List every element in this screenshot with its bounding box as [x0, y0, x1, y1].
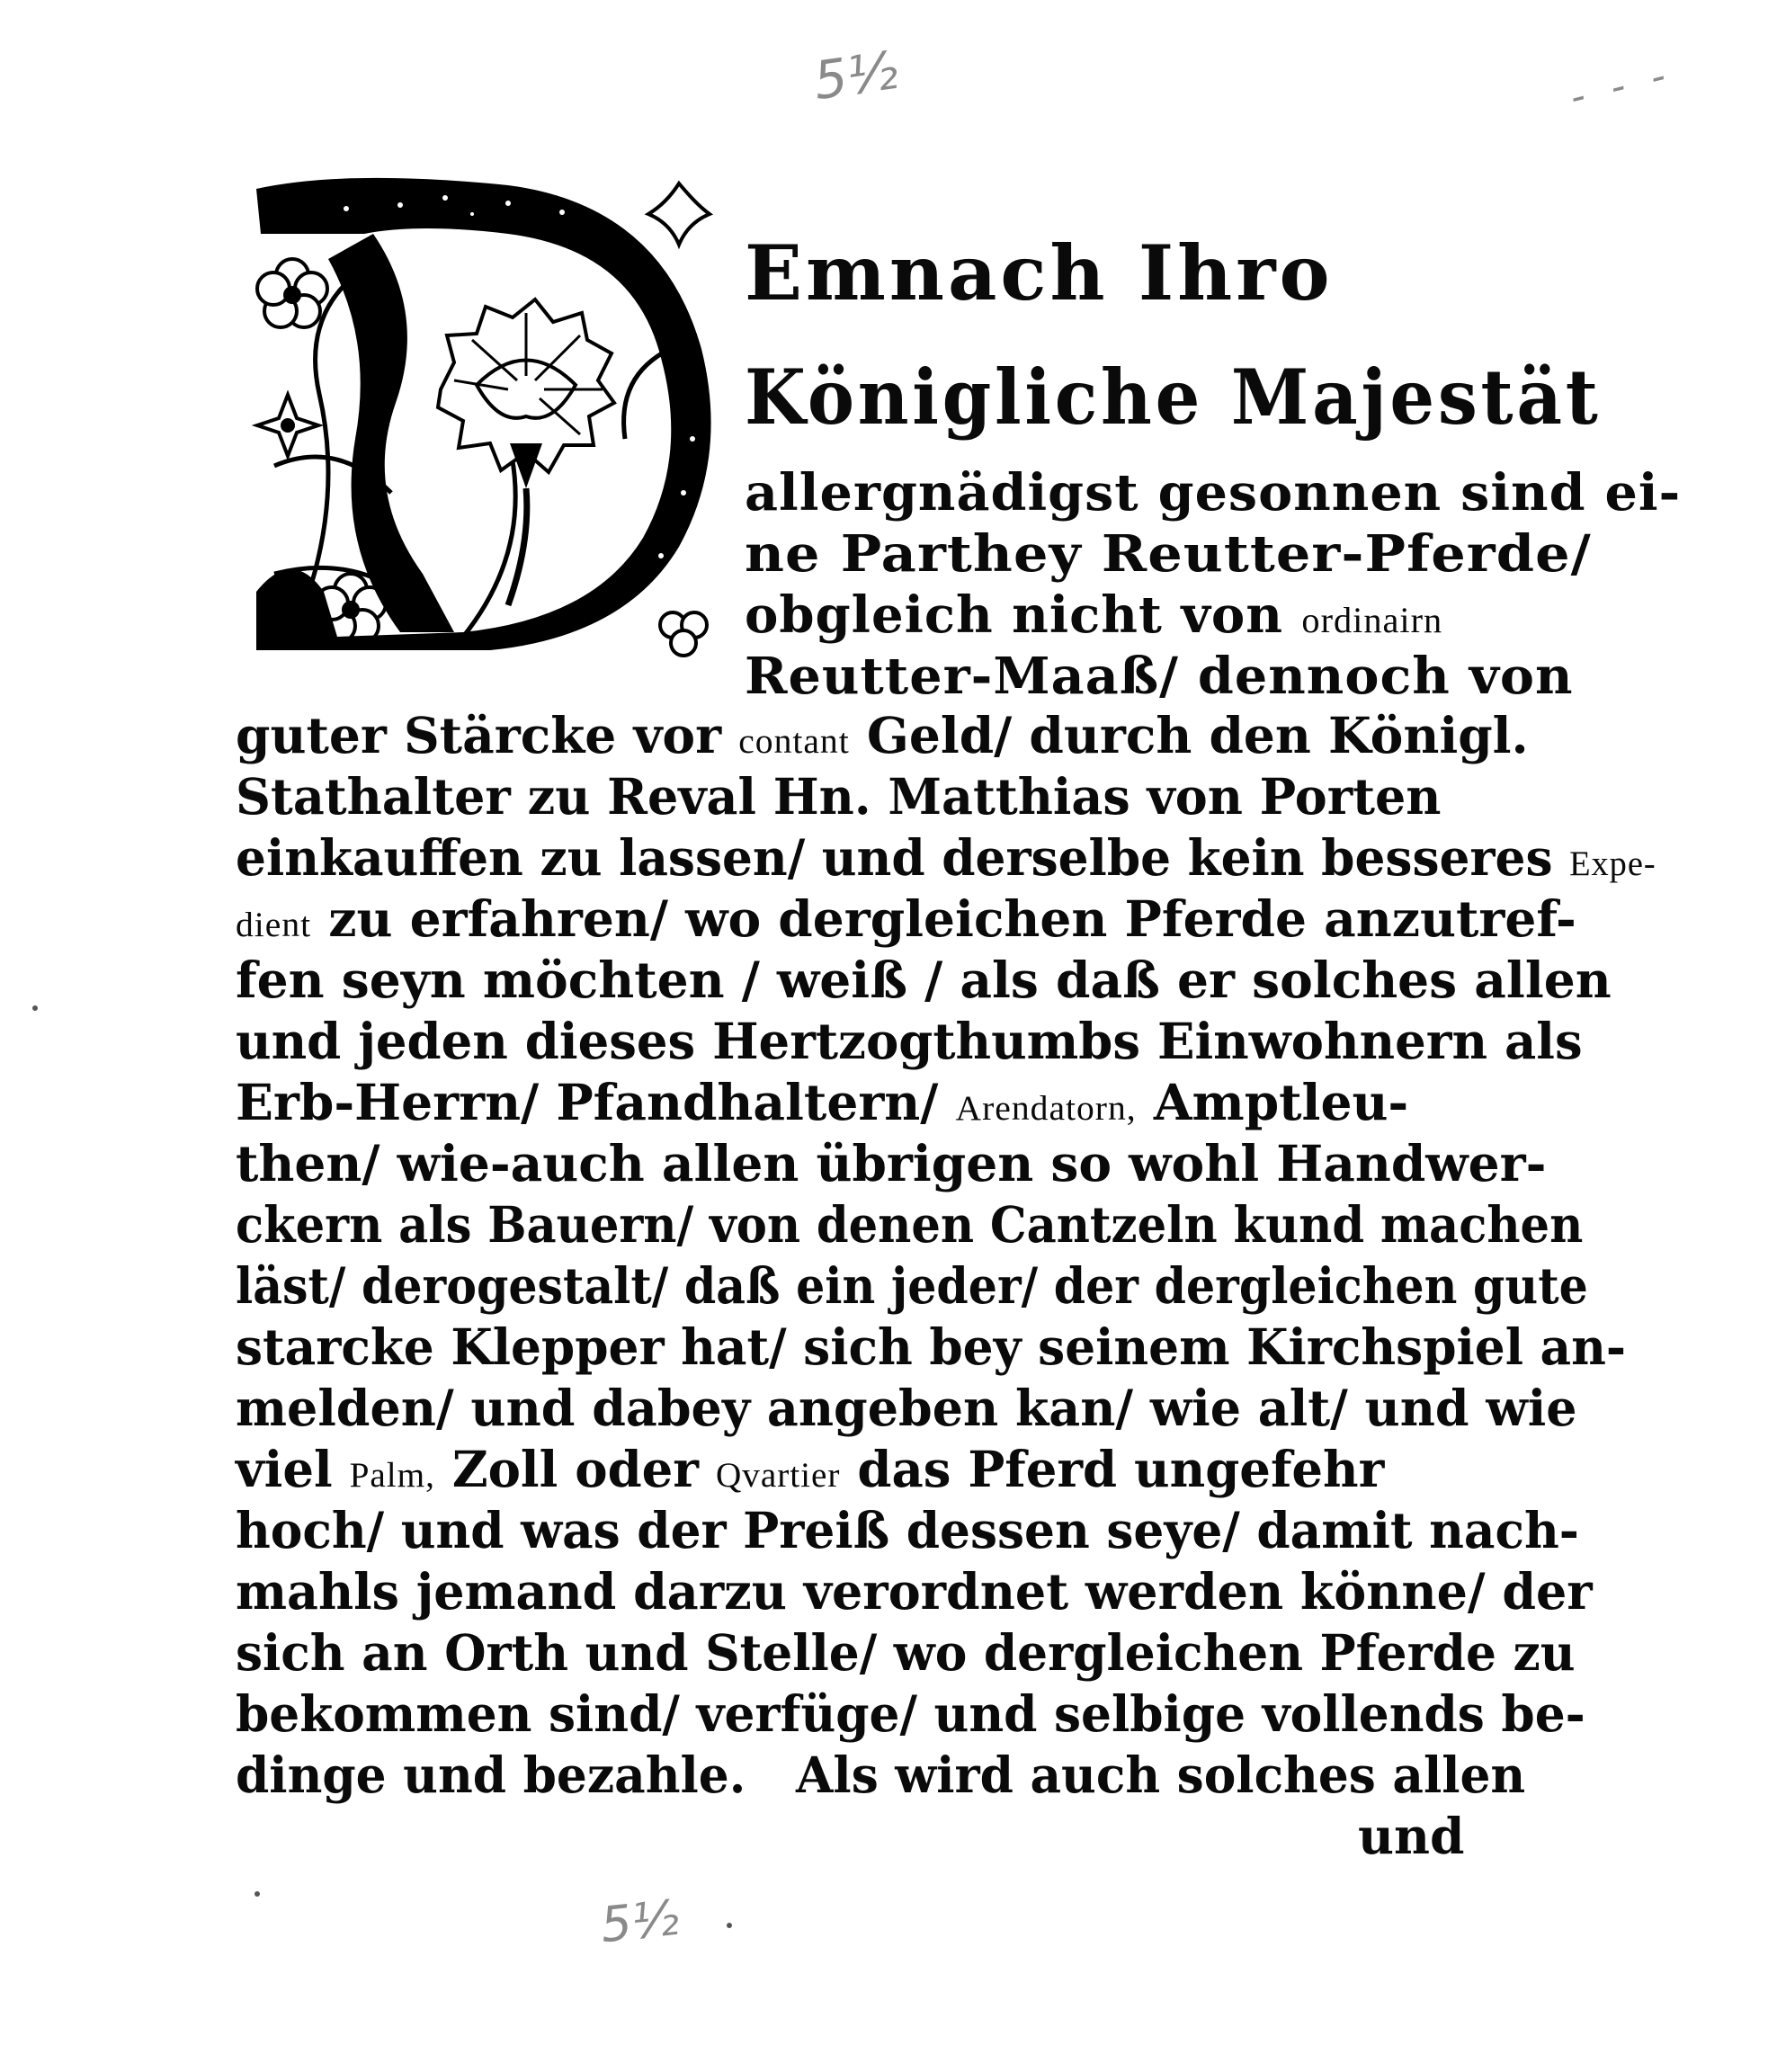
text-line: und jeden dieses Hertzogthumbs Einwohnern als — [236, 1012, 1583, 1070]
text-line: hoch/ und was der Preiß dessen seye/ damit nach- — [236, 1501, 1579, 1559]
text-line: fen seyn möchten / weiß / als daß er solches allen — [236, 951, 1612, 1009]
text-line: einkauffen zu lassen/ und derselbe kein besseres Expe- — [236, 828, 1656, 887]
text-line: Stathalter zu Reval Hn. Matthias von Porten — [236, 767, 1442, 826]
pencil-annotation-top-right: - - - — [1565, 50, 1678, 121]
pencil-annotation-bottom: 5½ — [597, 1889, 682, 1954]
text-line: obgleich nicht von ordinairn — [745, 585, 1443, 645]
text-line: Reutter-Maaß/ dennoch von — [745, 647, 1574, 706]
catchword: und — [1358, 1807, 1465, 1865]
text-line: Erb-Herrn/ Pfandhaltern/ Arendatorn, Amptleu- — [236, 1073, 1409, 1131]
text-line: läst/ derogestalt/ daß ein jeder/ der dergleichen gute — [236, 1256, 1588, 1315]
text-line: mahls jemand darzu verordnet werden könne/ der — [236, 1562, 1593, 1621]
text-line: melden/ und dabey angeben kan/ wie alt/ und wie — [236, 1379, 1577, 1437]
pencil-annotation-top: 5½ — [809, 39, 902, 112]
speck — [254, 1891, 260, 1897]
text-line: viel Palm, Zoll oder Qvartier das Pferd ungefehr — [236, 1440, 1385, 1498]
text-line: Emnach Ihro — [745, 228, 1334, 317]
speck — [727, 1923, 732, 1928]
text-line: ne Parthey Reutter-Pferde/ — [745, 524, 1592, 584]
text-line: then/ wie-auch allen übrigen so wohl Handwer- — [236, 1134, 1547, 1192]
text-line: guter Stärcke vor contant Geld/ durch den Königl. — [236, 706, 1529, 764]
text-line: starcke Klepper hat/ sich bey seinem Kirchspiel an- — [236, 1317, 1627, 1376]
speck — [32, 1005, 38, 1011]
decorated-initial-d — [238, 169, 737, 668]
text-line: ckern als Bauern/ von denen Cantzeln kund machen — [236, 1195, 1584, 1254]
text-line: bekommen sind/ verfüge/ und selbige vollends be- — [236, 1684, 1585, 1743]
text-line: allergnädigst gesonnen sind ei- — [745, 463, 1682, 522]
text-line: dient zu erfahren/ wo dergleichen Pferde anzutref- — [236, 889, 1576, 948]
text-line: sich an Orth und Stelle/ wo dergleichen Pferde zu — [236, 1623, 1576, 1682]
text-line: Königliche Majestät — [745, 353, 1602, 442]
text-line: dinge und bezahle. Als wird auch solches allen — [236, 1746, 1526, 1804]
woodcut-initial-illustration — [238, 169, 737, 668]
